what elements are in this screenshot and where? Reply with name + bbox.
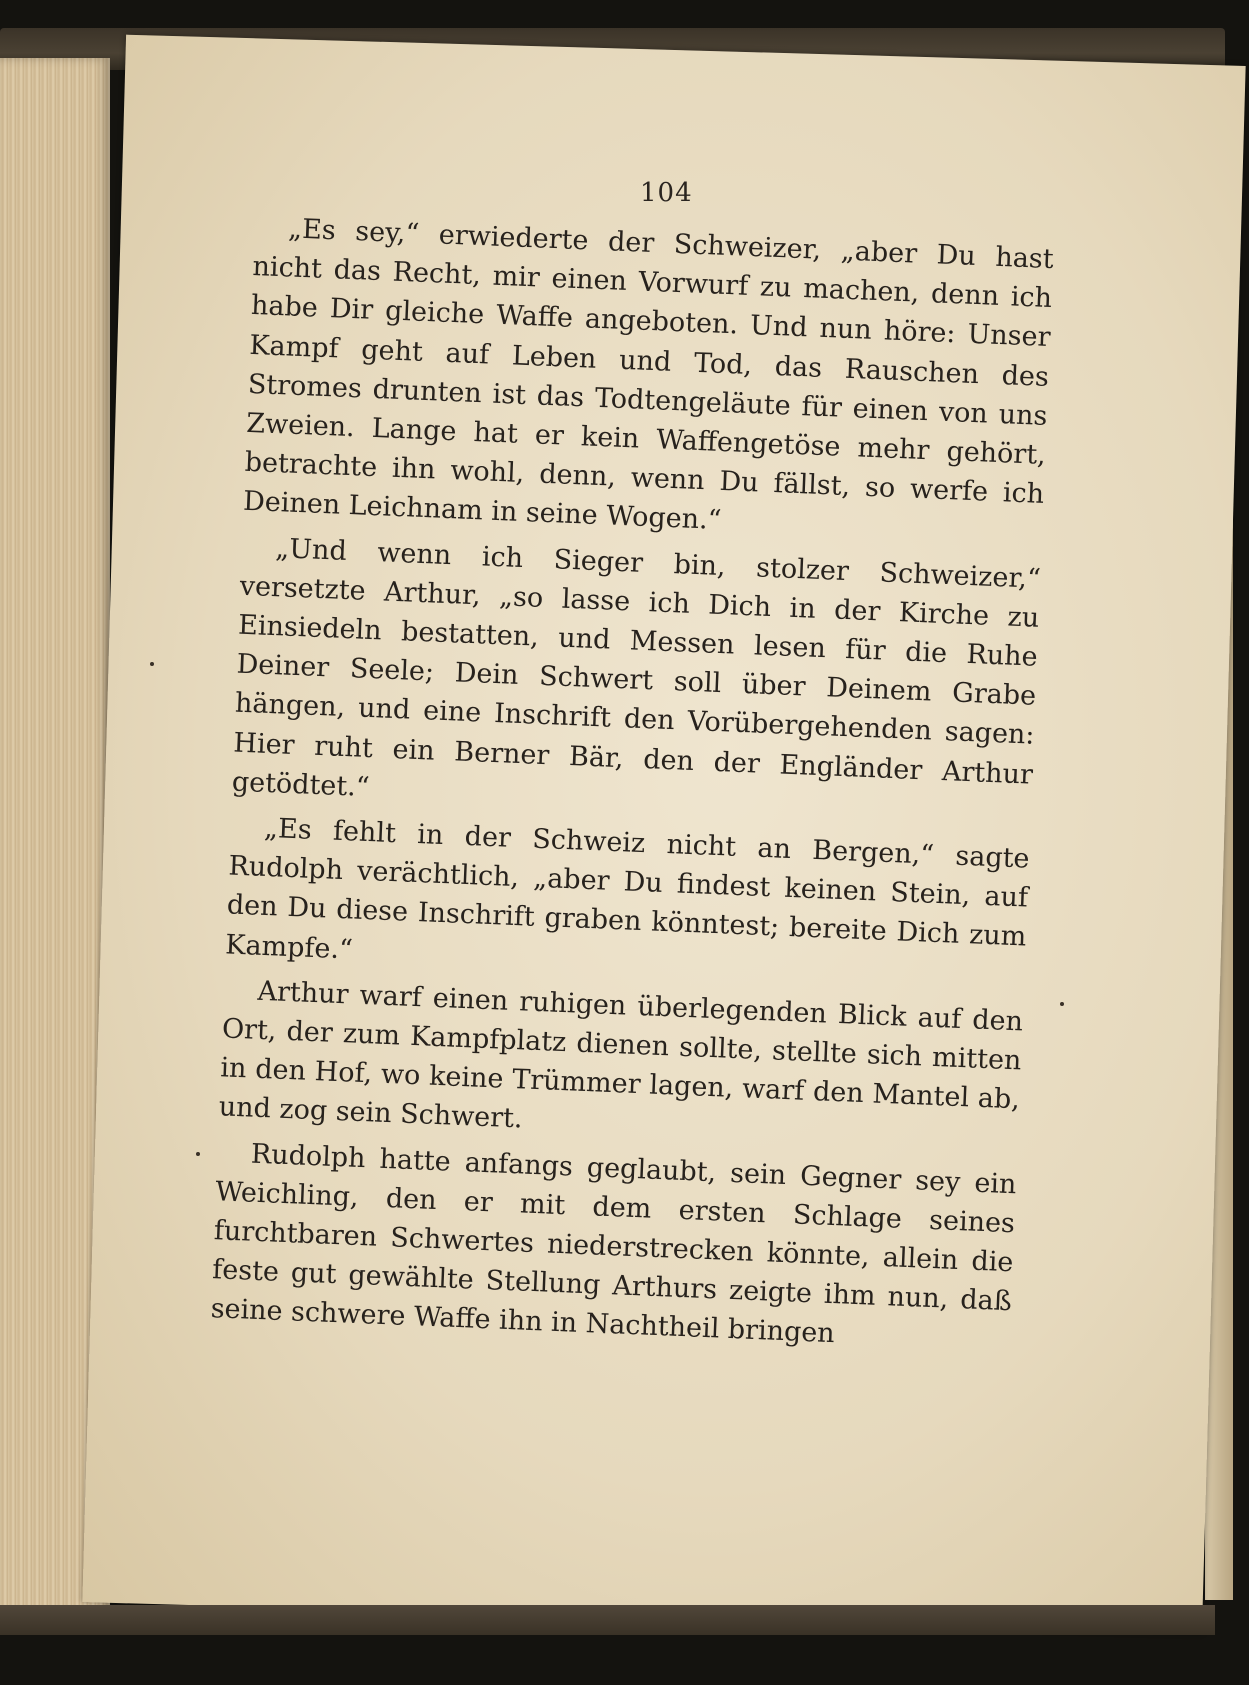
page-text <box>210 208 1055 1367</box>
paragraph: Rudolph hatte anfangs geglaubt, sein Gegner sey ein Weichling, den er mit dem ersten Schlage seines furchtbaren Schwertes niederstrecken könnte, allein die feste gut gewählte Stellung Arthurs zeigte ihm nun, daß seine schwere Waffe ihn in Nachtheil bringen <box>210 1138 1018 1350</box>
paragraph: „Es fehlt in der Schweiz nicht an Bergen,“ sagte Rudolph verächtlich, „aber Du findest keinen Stein, auf den Du diese Inschrift graben könntest; bereite Dich zum Kampfe.“ <box>224 812 1031 966</box>
paragraph: „Und wenn ich Sieger bin, stolzer Schweizer,“ versetzte Arthur, „so lasse ich Dich in der Kirche zu Einsiedeln bestatten, und Messen lesen für die Ruhe Deiner Seele; Dein Schwert soll über Deinem Grabe hängen, und eine Inschrift den Vorübergehenden sagen: Hier ruht ein Berner Bär, den der Engländer Arthur getödtet.“ <box>231 532 1042 803</box>
book-cover-bottom-edge <box>0 1605 1215 1635</box>
page-number: 104 <box>640 178 693 208</box>
paper-speck <box>1060 1002 1064 1006</box>
paper-speck <box>196 1152 200 1156</box>
paper-speck <box>150 662 154 666</box>
paragraph: Arthur warf einen ruhigen überlegenden Blick auf den Ort, der zum Kampfplatz dienen sollte, stellte sich mitten in den Hof, wo keine Trümmer lagen, warf den Mantel ab, und zog sein Schwert. <box>218 975 1024 1135</box>
paragraph: „Es sey,“ erwiederte der Schweizer, „aber Du hast nicht das Recht, mir einen Vorwurf zu machen, denn ich habe Dir gleiche Waffe angeboten. Und nun höre: Unser Kampf geht auf Leben und Tod, das Rauschen des Stromes drunten ist das Todtengeläute für einen von uns Zweien. Lange hat er kein Waffengetöse mehr gehört, betrachte ihn wohl, denn, wenn Du fällst, so werfe ich Deinen Leichnam in seine Wogen.“ <box>242 213 1055 537</box>
